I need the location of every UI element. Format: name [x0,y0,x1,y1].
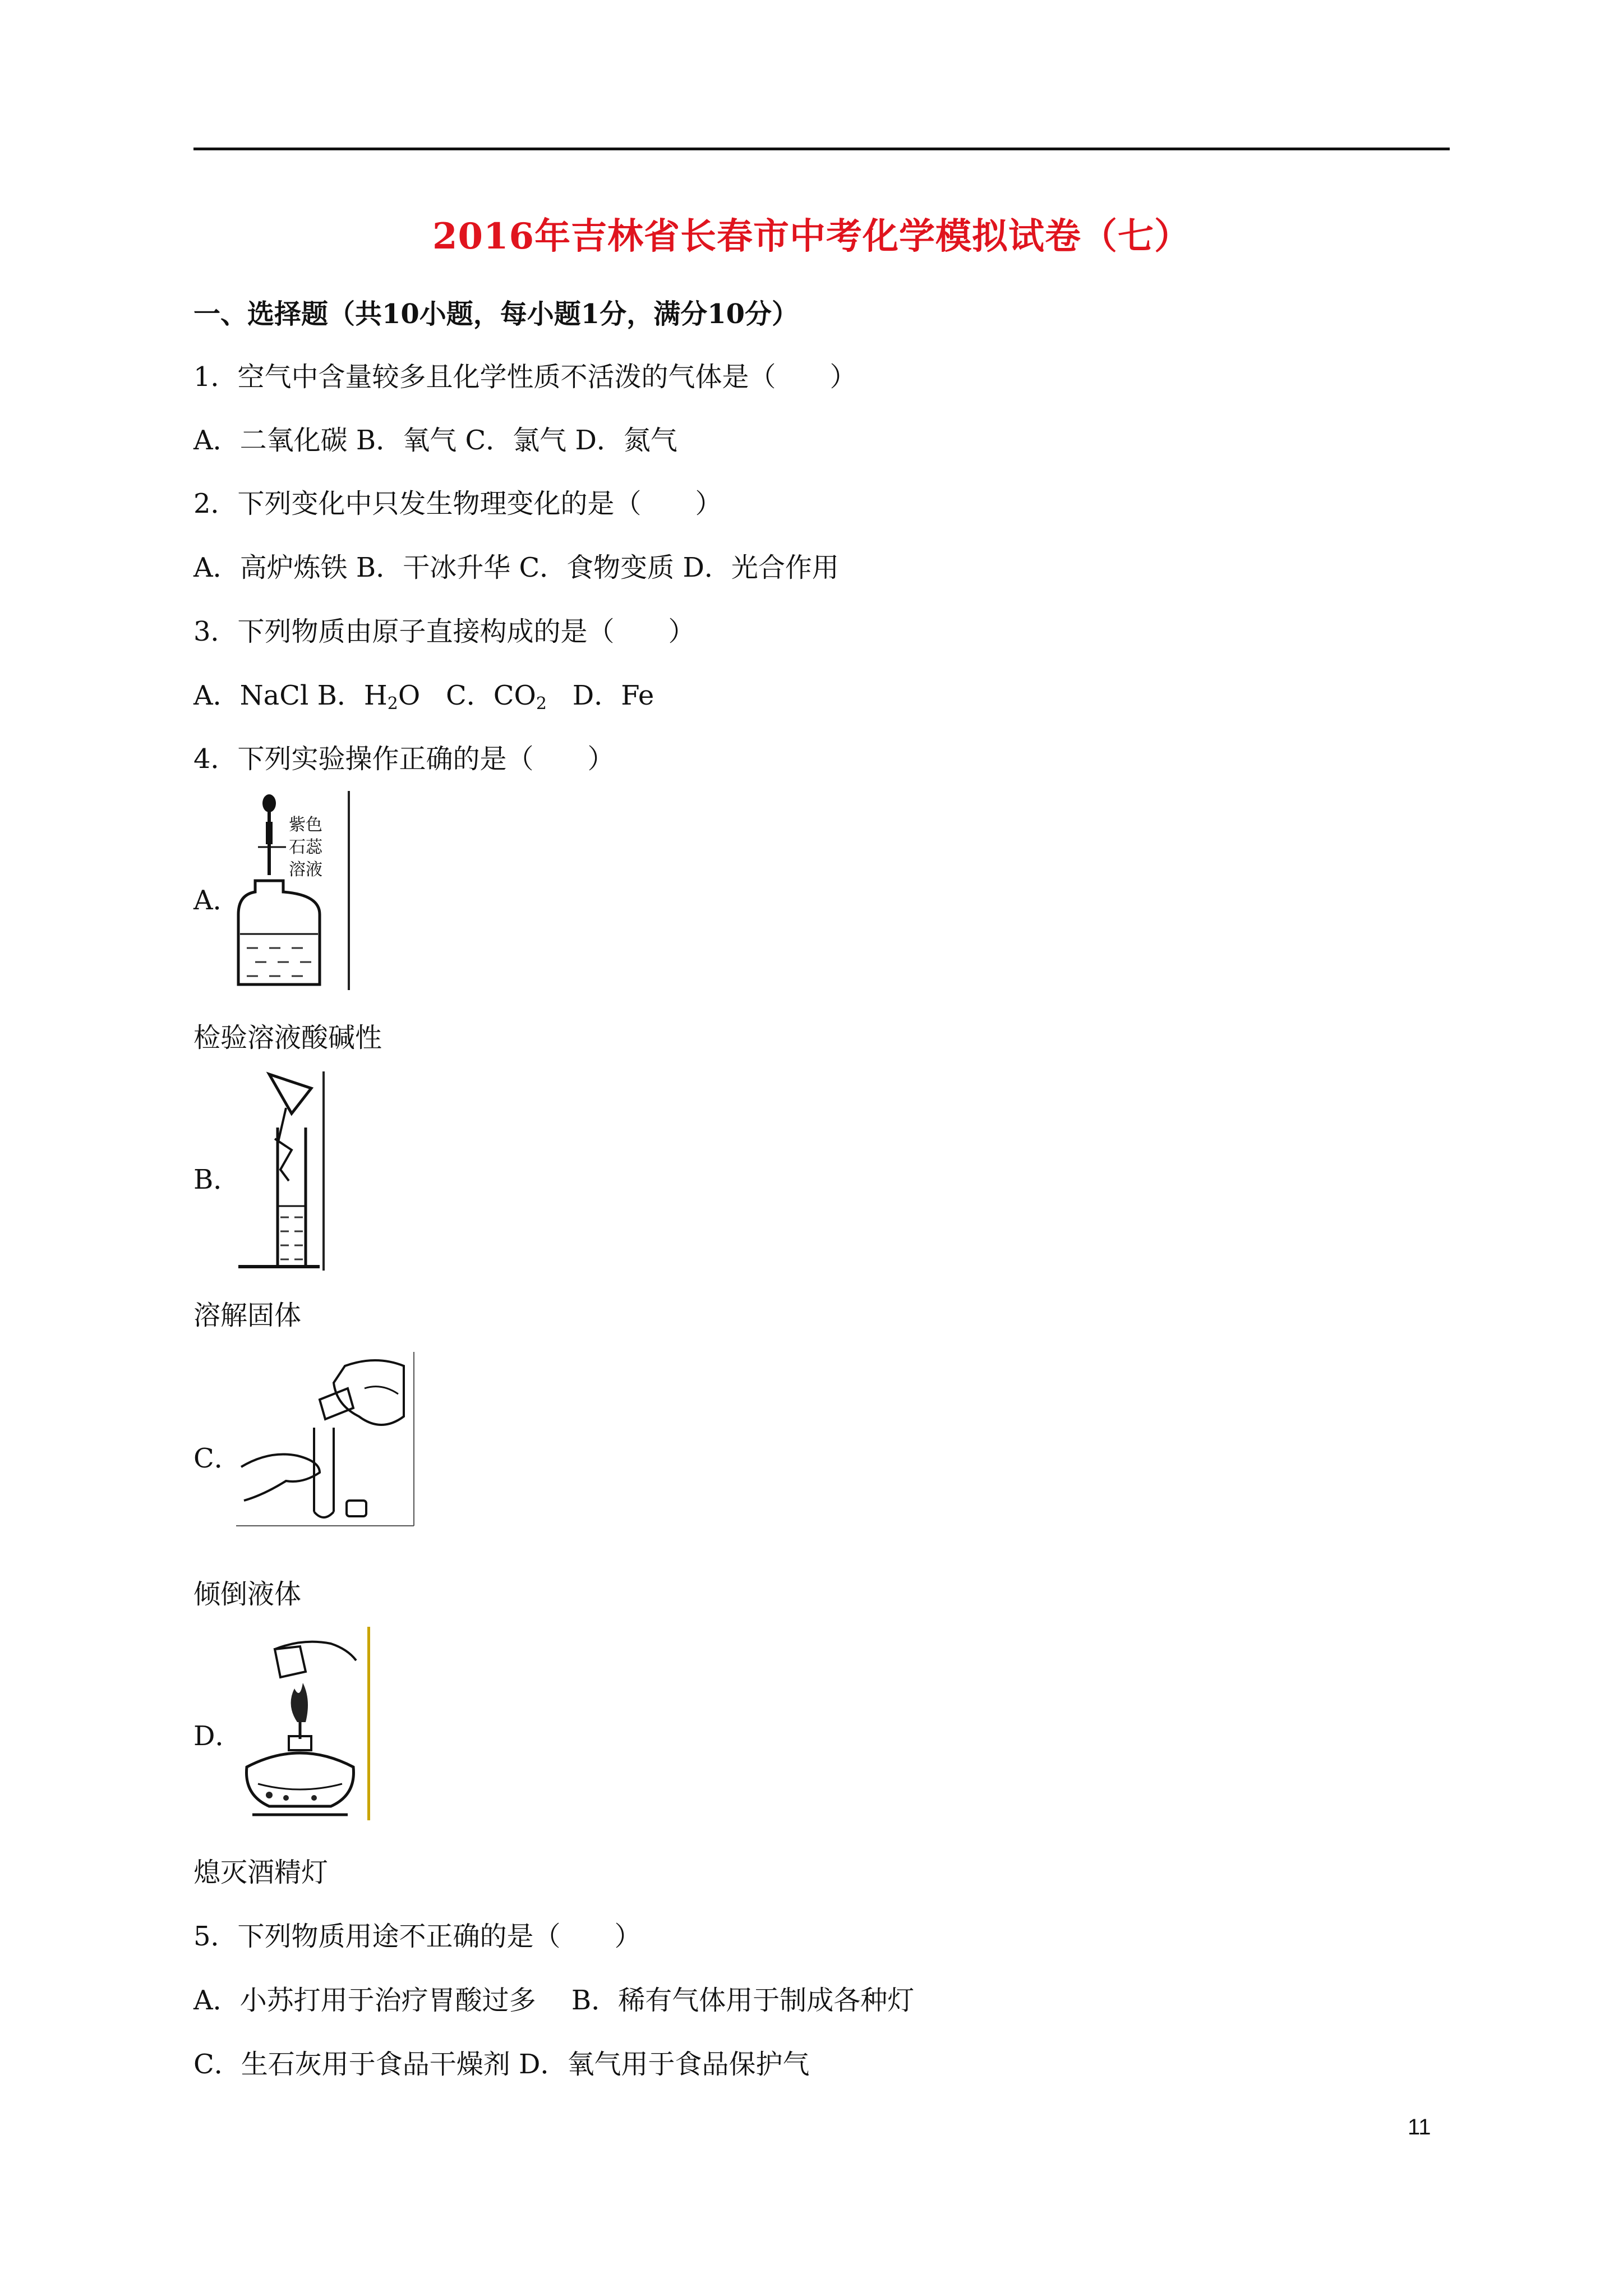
q5-options-line1: A．小苏打用于治疗胃酸过多 B．稀有气体用于制成各种灯 [193,1985,915,2016]
fig-label-3: 溶液 [289,860,322,880]
q3-option-a: A．NaCl [193,680,309,711]
alcohol-lamp-icon [236,1627,370,1820]
graduated-cylinder-icon [236,1071,325,1271]
page-number: 11 [1408,2115,1431,2139]
q4-option-a-letter: A． [193,885,240,916]
q1-options: A．二氧化碳 B．氧气 C．氯气 D．氮气 [193,425,677,456]
q3-option-d: D．Fe [572,680,654,711]
dropper-bottle-icon [236,791,350,990]
fig-label-1: 紫色 [289,815,322,835]
q2-options: A．高炉炼铁 B．干冰升华 C．食物变质 D．光合作用 [193,552,839,583]
q2-stem: 2．下列变化中只发生物理变化的是（ ） [193,488,722,519]
q3-option-c: C．$CO_2$ [446,680,547,714]
q3-stem: 3．下列物质由原子直接构成的是（ ） [193,616,695,647]
section-heading: 一、选择题（共10小题，每小题1分，满分10分） [193,298,799,330]
q5-stem: 5．下列物质用途不正确的是（ ） [193,1921,642,1952]
fig-label-2: 石蕊 [289,838,322,857]
header-rule [193,148,1450,150]
q4-option-b-letter: B． [193,1164,241,1195]
q4-option-c-caption: 倾倒液体 [193,1579,302,1610]
q4-option-b-caption: 溶解固体 [193,1300,302,1331]
q3-option-b: B．$H_2O$ [317,680,421,714]
page-title: 2016年吉林省长春市中考化学模拟试卷（七） [432,215,1191,257]
q4-stem: 4．下列实验操作正确的是（ ） [193,743,615,775]
q4-option-c-letter: C． [193,1443,241,1474]
q3-options [193,679,654,721]
q4-option-d-letter: D． [193,1720,242,1752]
q1-stem: 1．空气中含量较多且化学性质不活泼的气体是（ ） [193,361,857,393]
q4-option-a-caption: 检验溶液酸碱性 [193,1022,382,1053]
pouring-liquid-icon [236,1349,415,1531]
q4-option-d-caption: 熄灭酒精灯 [193,1857,329,1888]
q5-options-line2: C．生石灰用于食品干燥剂 D．氧气用于食品保护气 [193,2049,810,2080]
